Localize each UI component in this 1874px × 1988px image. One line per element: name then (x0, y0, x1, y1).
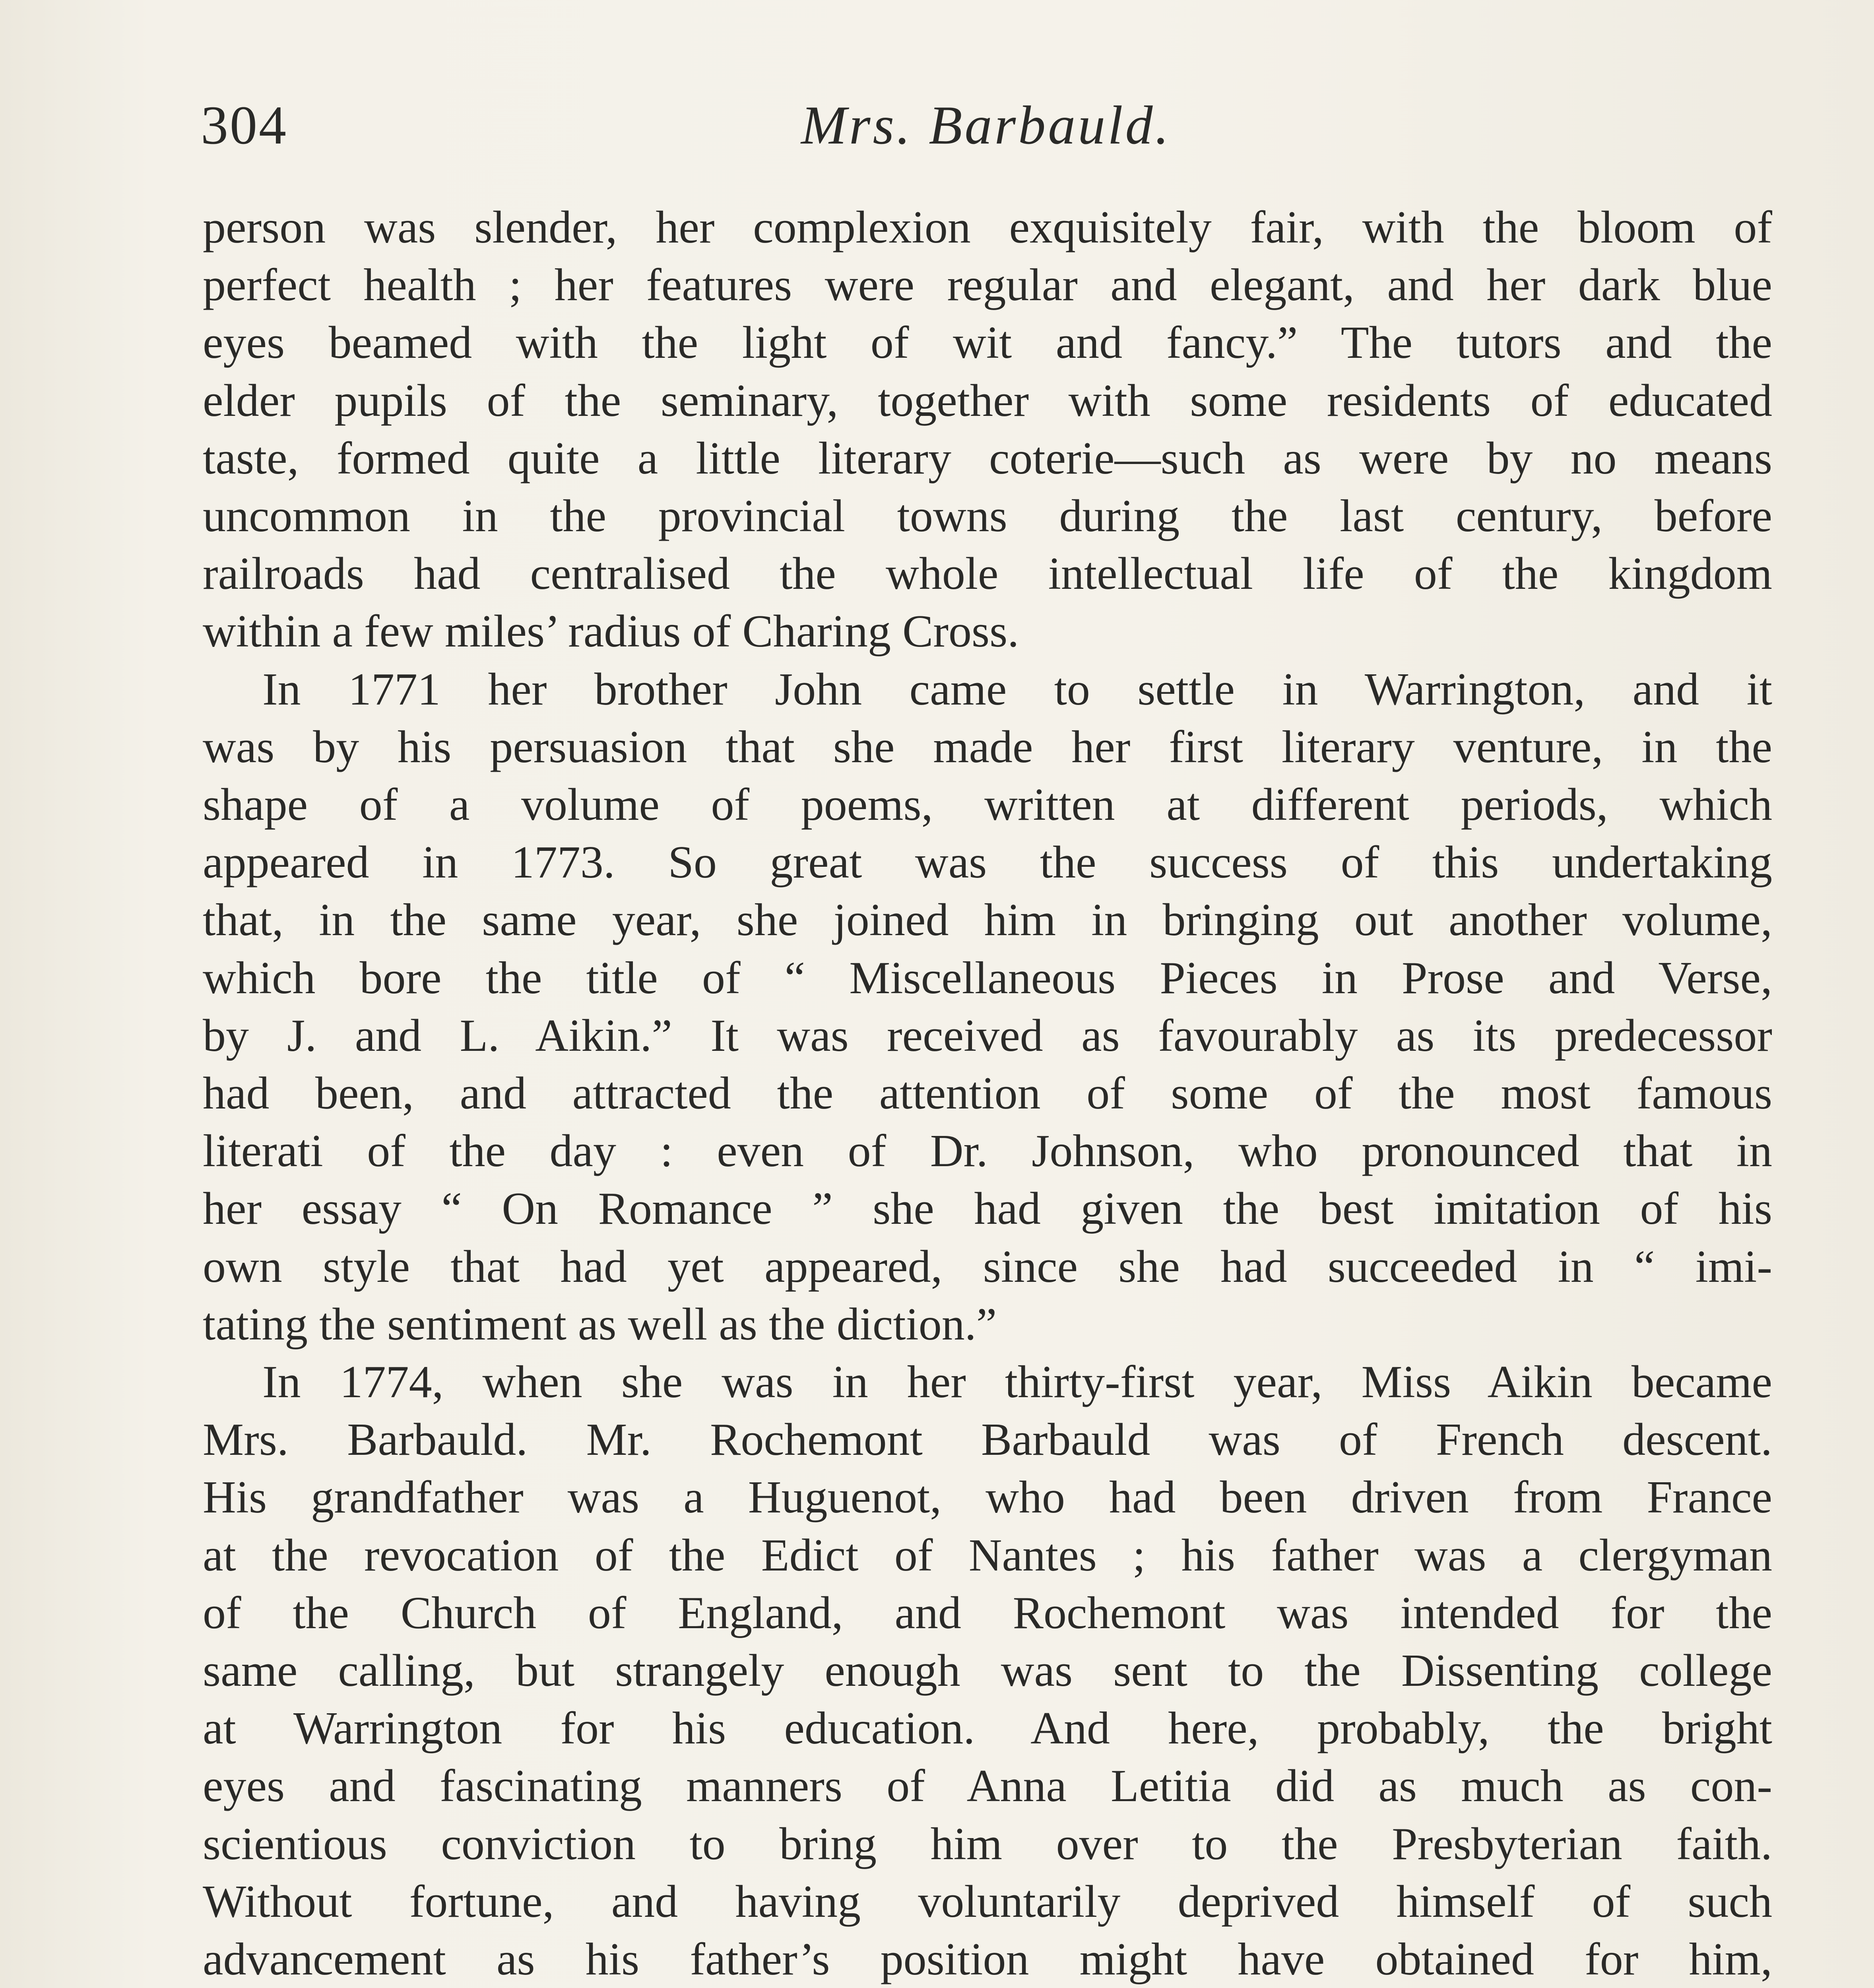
text-line: taste, formed quite a little literary coterie—such as were by no means (203, 433, 1772, 484)
text-line: advancement as his father’s position might have obtained for him, (203, 1934, 1772, 1985)
text-line: elder pupils of the seminary, together with some residents of educated (203, 375, 1772, 426)
page-number: 304 (201, 95, 288, 155)
text-line: her essay “ On Romance ” she had given the best imitation of his (203, 1183, 1772, 1235)
text-line: shape of a volume of poems, written at different periods, which (203, 779, 1772, 831)
text-line: eyes and fascinating manners of Anna Letitia did as much as con- (203, 1761, 1772, 1812)
text-line: at the revocation of the Edict of Nantes ; his father was a clergyman (203, 1530, 1772, 1581)
text-line: In 1771 her brother John came to settle in Warrington, and it (262, 664, 1772, 715)
text-line: that, in the same year, she joined him in bringing out another volume, (203, 895, 1772, 946)
text-line: within a few miles’ radius of Charing Cross. (203, 606, 1019, 657)
text-line: eyes beamed with the light of wit and fancy.” The tutors and the (203, 317, 1772, 369)
page-header (201, 85, 1771, 165)
body-text (203, 199, 1772, 1988)
text-line: literati of the day : even of Dr. Johnson, who pronounced that in (203, 1126, 1772, 1177)
text-line: His grandfather was a Huguenot, who had been driven from France (203, 1472, 1772, 1523)
text-line: appeared in 1773. So great was the success of this undertaking (203, 837, 1772, 888)
text-line: Without fortune, and having voluntarily deprived himself of such (203, 1876, 1772, 1927)
text-line: by J. and L. Aikin.” It was received as favourably as its predecessor (203, 1010, 1772, 1061)
text-line: Mrs. Barbauld. Mr. Rochemont Barbauld was of French descent. (203, 1414, 1772, 1466)
text-line: of the Church of England, and Rochemont was intended for the (203, 1587, 1772, 1639)
text-line: which bore the title of “ Miscellaneous Pieces in Prose and Verse, (203, 952, 1772, 1004)
text-line: at Warrington for his education. And here, probably, the bright (203, 1703, 1772, 1754)
text-line: was by his persuasion that she made her first literary venture, in the (203, 721, 1772, 773)
text-line: had been, and attracted the attention of some of the most famous (203, 1068, 1772, 1119)
text-line: uncommon in the provincial towns during the last century, before (203, 491, 1772, 542)
text-line: person was slender, her complexion exquisitely fair, with the bloom of (203, 202, 1772, 253)
text-line: same calling, but strangely enough was sent to the Dissenting college (203, 1645, 1772, 1697)
text-line: railroads had centralised the whole intellectual life of the kingdom (203, 548, 1772, 600)
text-line: tating the sentiment as well as the diction.” (203, 1299, 997, 1350)
text-line: In 1774, when she was in her thirty-first year, Miss Aikin became (262, 1357, 1772, 1408)
text-line: perfect health ; her features were regular and elegant, and her dark blue (203, 260, 1772, 311)
running-title: Mrs. Barbauld. (801, 95, 1172, 155)
text-line: own style that had yet appeared, since she had succeeded in “ imi- (203, 1241, 1772, 1292)
text-line: scientious conviction to bring him over to the Presbyterian faith. (203, 1818, 1772, 1870)
